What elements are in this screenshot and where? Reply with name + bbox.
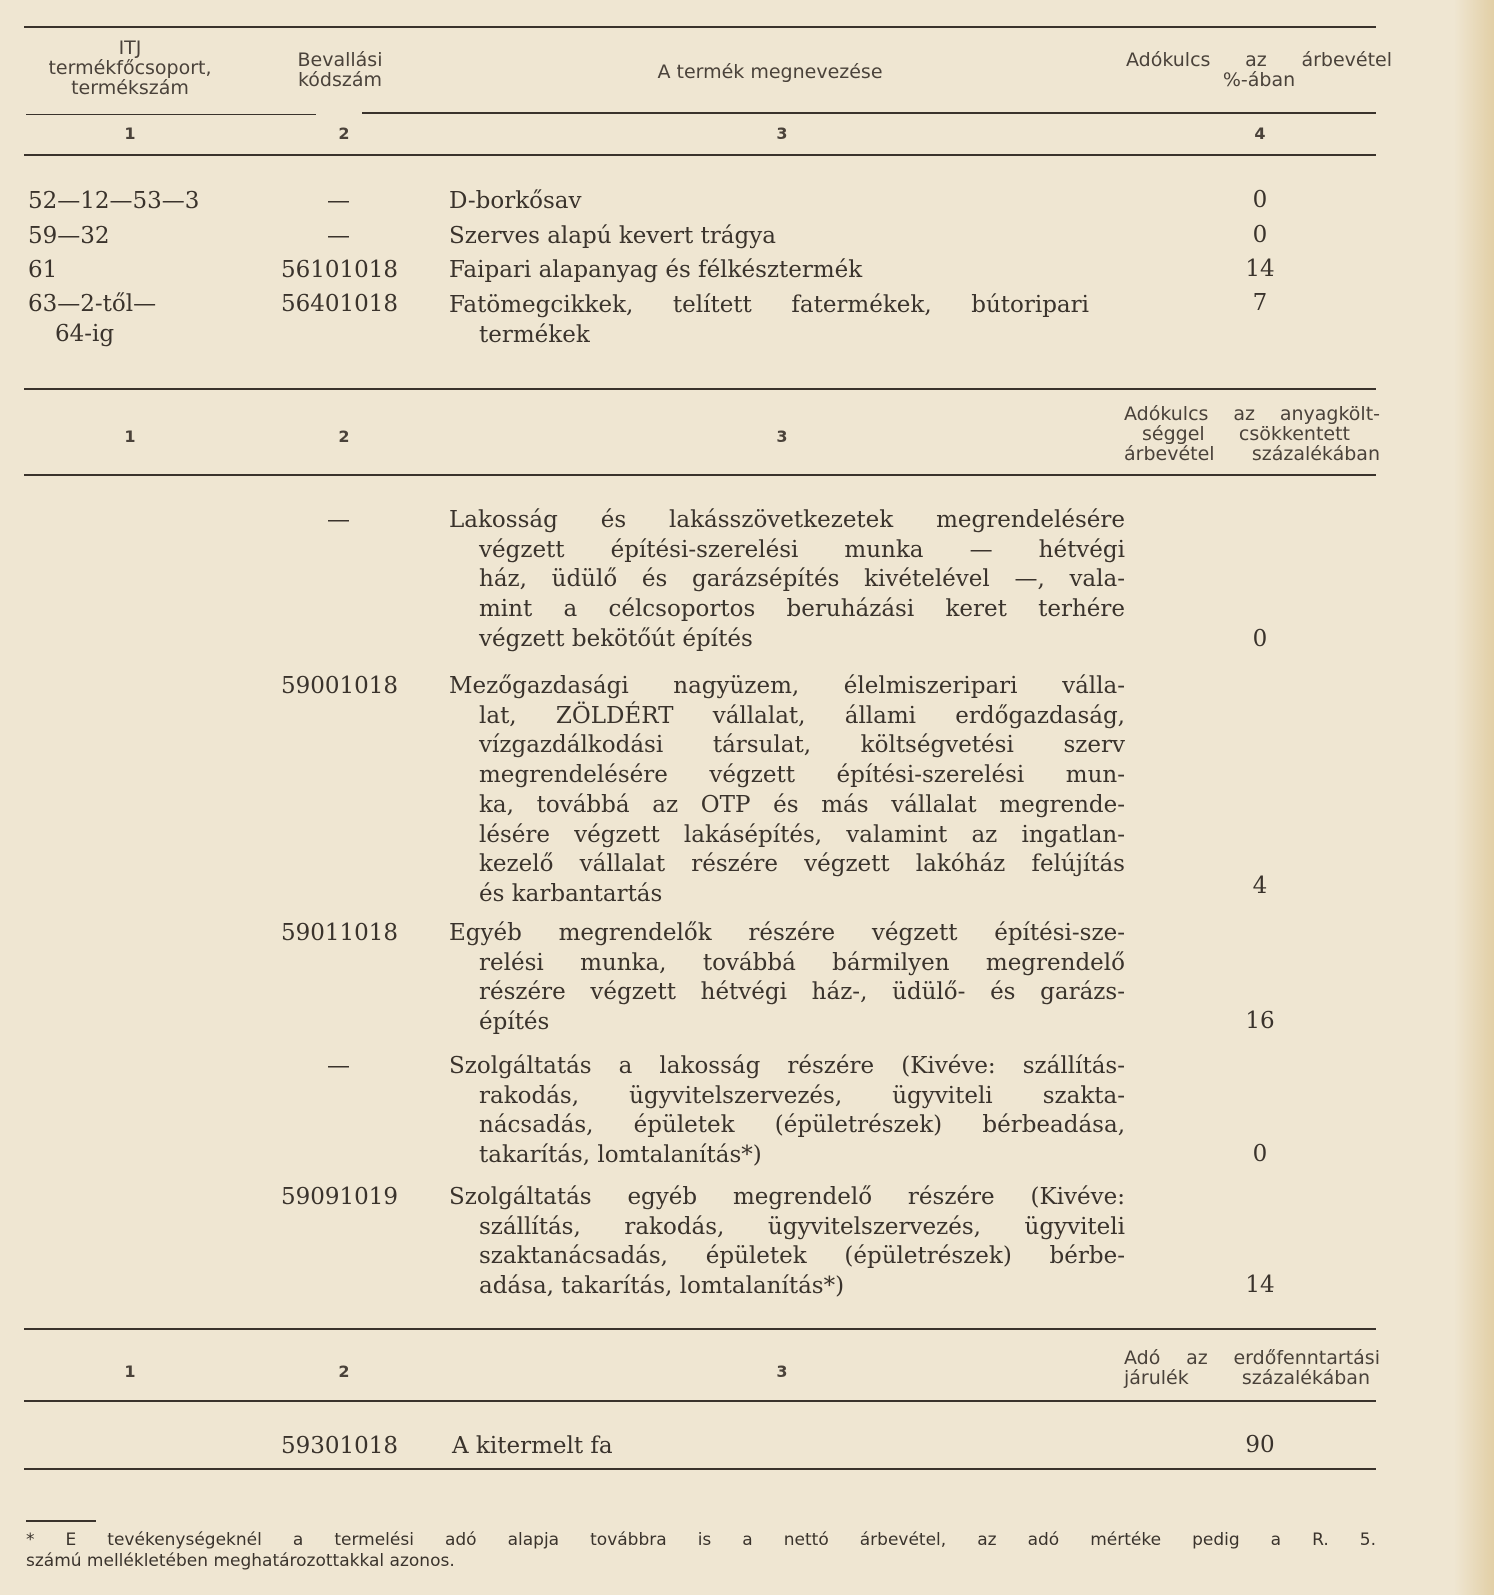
s2-col-number-2: 2 bbox=[338, 427, 350, 446]
s2-col4-header: Adókulcs az anyagkölt- séggel csökkentett árbevétel százalékában bbox=[1124, 403, 1380, 465]
s2-row5-code: 59091019 bbox=[281, 1184, 399, 1210]
s1-row2-itj: 59—32 bbox=[28, 223, 110, 249]
s3-col-number-1: 1 bbox=[124, 1362, 136, 1381]
s2-col-number-1: 1 bbox=[124, 427, 136, 446]
s1-row2-code: — bbox=[327, 223, 350, 249]
col1-header: ITJ termékfőcsoport, termékszám bbox=[48, 37, 212, 99]
s2-row3-code: 59011018 bbox=[281, 920, 399, 946]
col4-header: Adókulcs az árbevétel %-ában bbox=[1126, 49, 1392, 91]
s2-row2-desc: Mezőgazdasági nagyüzem, élelmiszeripari válla- lat, ZÖLDÉRT vállalat, állami erdőgazdaság, vízgazdálkodási társulat, költségvetési szerv megrendelésére végzett építési-szerelési mun- ka, továbbá az OTP és más vállalat megrende- lésére végzett lakásépítés, valamint az ingatlan- kezelő vállalat részére végzett lakóház felújítás és karbantartás bbox=[449, 673, 1125, 907]
section3-header-rule bbox=[24, 1400, 1376, 1402]
s1-row4-rate: 7 bbox=[1252, 290, 1268, 316]
header-bottom-rule bbox=[24, 154, 1376, 156]
table-bottom-rule bbox=[24, 1468, 1376, 1470]
s2-row4-desc: Szolgáltatás a lakosság részére (Kivéve: szállítás- rakodás, ügyvitelszervezés, ügyviteli szakta- nácsadás, épületek (épületrészek) bérbeadása, takarítás, lomtalanítás*) bbox=[449, 1053, 1125, 1169]
s3-row1-code: 59301018 bbox=[281, 1433, 399, 1459]
s2-row1-code: — bbox=[327, 507, 350, 533]
s2-row4-code: — bbox=[327, 1053, 350, 1079]
col-number-4: 4 bbox=[1254, 124, 1266, 143]
section2-top-rule bbox=[24, 388, 1376, 390]
s2-row2-rate: 4 bbox=[1252, 873, 1268, 899]
s2-row1-desc: Lakosság és lakásszövetkezetek megrendelésére végzett építési-szerelési munka — hétvégi ház, üdülő és garázsépítés kivételével —, vala- mint a célcsoportos beruházási keret terhére végzett bekötőút építés bbox=[449, 507, 1125, 652]
s1-row4-code: 56401018 bbox=[281, 291, 399, 317]
s1-row3-desc: Faipari alapanyag és félkésztermék bbox=[449, 257, 863, 283]
s1-row2-rate: 0 bbox=[1252, 222, 1268, 248]
s1-row4-itj-cont: 64-ig bbox=[55, 321, 115, 347]
s1-row3-code: 56101018 bbox=[281, 257, 399, 283]
top-rule bbox=[24, 26, 1376, 28]
s3-col-number-2: 2 bbox=[338, 1362, 350, 1381]
col3-header: A termék megnevezése bbox=[657, 61, 883, 83]
s1-row4-itj: 63—2-től— bbox=[28, 291, 157, 317]
s3-row1-rate: 90 bbox=[1245, 1432, 1275, 1458]
s1-row1-desc: D-borkősav bbox=[449, 188, 582, 214]
footnote: * E tevékenységeknél a termelési adó alapja továbbra is a nettó árbevétel, az adó mértéke pedig a R. 5. számú mellékletében meghatározottakkal azonos. bbox=[26, 1530, 1376, 1571]
s1-row4-desc: Fatömegcikkek, telített fatermékek, bútoripari termékek bbox=[449, 292, 1089, 348]
col2-header: Bevallási kódszám bbox=[297, 49, 383, 91]
s1-row2-desc: Szerves alapú kevert trágya bbox=[449, 223, 776, 249]
s2-col-number-3: 3 bbox=[776, 427, 788, 446]
s1-row1-itj: 52—12—53—3 bbox=[28, 188, 200, 214]
s2-row4-rate: 0 bbox=[1252, 1141, 1268, 1167]
footnote-rule bbox=[26, 1520, 96, 1522]
s1-row1-code: — bbox=[327, 188, 350, 214]
s1-row1-rate: 0 bbox=[1252, 187, 1268, 213]
header-rule-left bbox=[26, 114, 316, 115]
s3-row1-desc: A kitermelt fa bbox=[452, 1433, 613, 1459]
s2-row5-rate: 14 bbox=[1245, 1272, 1275, 1298]
s1-row3-itj: 61 bbox=[28, 257, 58, 283]
s2-row1-rate: 0 bbox=[1252, 626, 1268, 652]
section2-header-rule bbox=[24, 474, 1376, 476]
s1-row3-rate: 14 bbox=[1245, 256, 1275, 282]
s2-row5-desc: Szolgáltatás egyéb megrendelő részére (Kivéve: szállítás, rakodás, ügyvitelszervezés, ügyviteli szaktanácsadás, épületek (épületrészek) bérbe- adása, takarítás, lomtalanítás*) bbox=[449, 1184, 1125, 1300]
page-edge-shadow bbox=[1454, 0, 1494, 1595]
s2-row3-desc: Egyéb megrendelők részére végzett építési-sze- relési munka, továbbá bármilyen megrendelő részére végzett hétvégi ház-, üdülő- és garázs- építés bbox=[449, 920, 1125, 1036]
s2-row3-rate: 16 bbox=[1245, 1008, 1275, 1034]
s3-col-number-3: 3 bbox=[776, 1362, 788, 1381]
section3-top-rule bbox=[24, 1328, 1376, 1330]
s2-row2-code: 59001018 bbox=[281, 673, 399, 699]
col-number-2: 2 bbox=[338, 124, 350, 143]
s3-col4-header: Adó az erdőfenntartási járulék százalékában bbox=[1124, 1347, 1380, 1389]
col-number-3: 3 bbox=[776, 124, 788, 143]
col-number-1: 1 bbox=[124, 124, 136, 143]
header-rule-right bbox=[362, 112, 1376, 114]
